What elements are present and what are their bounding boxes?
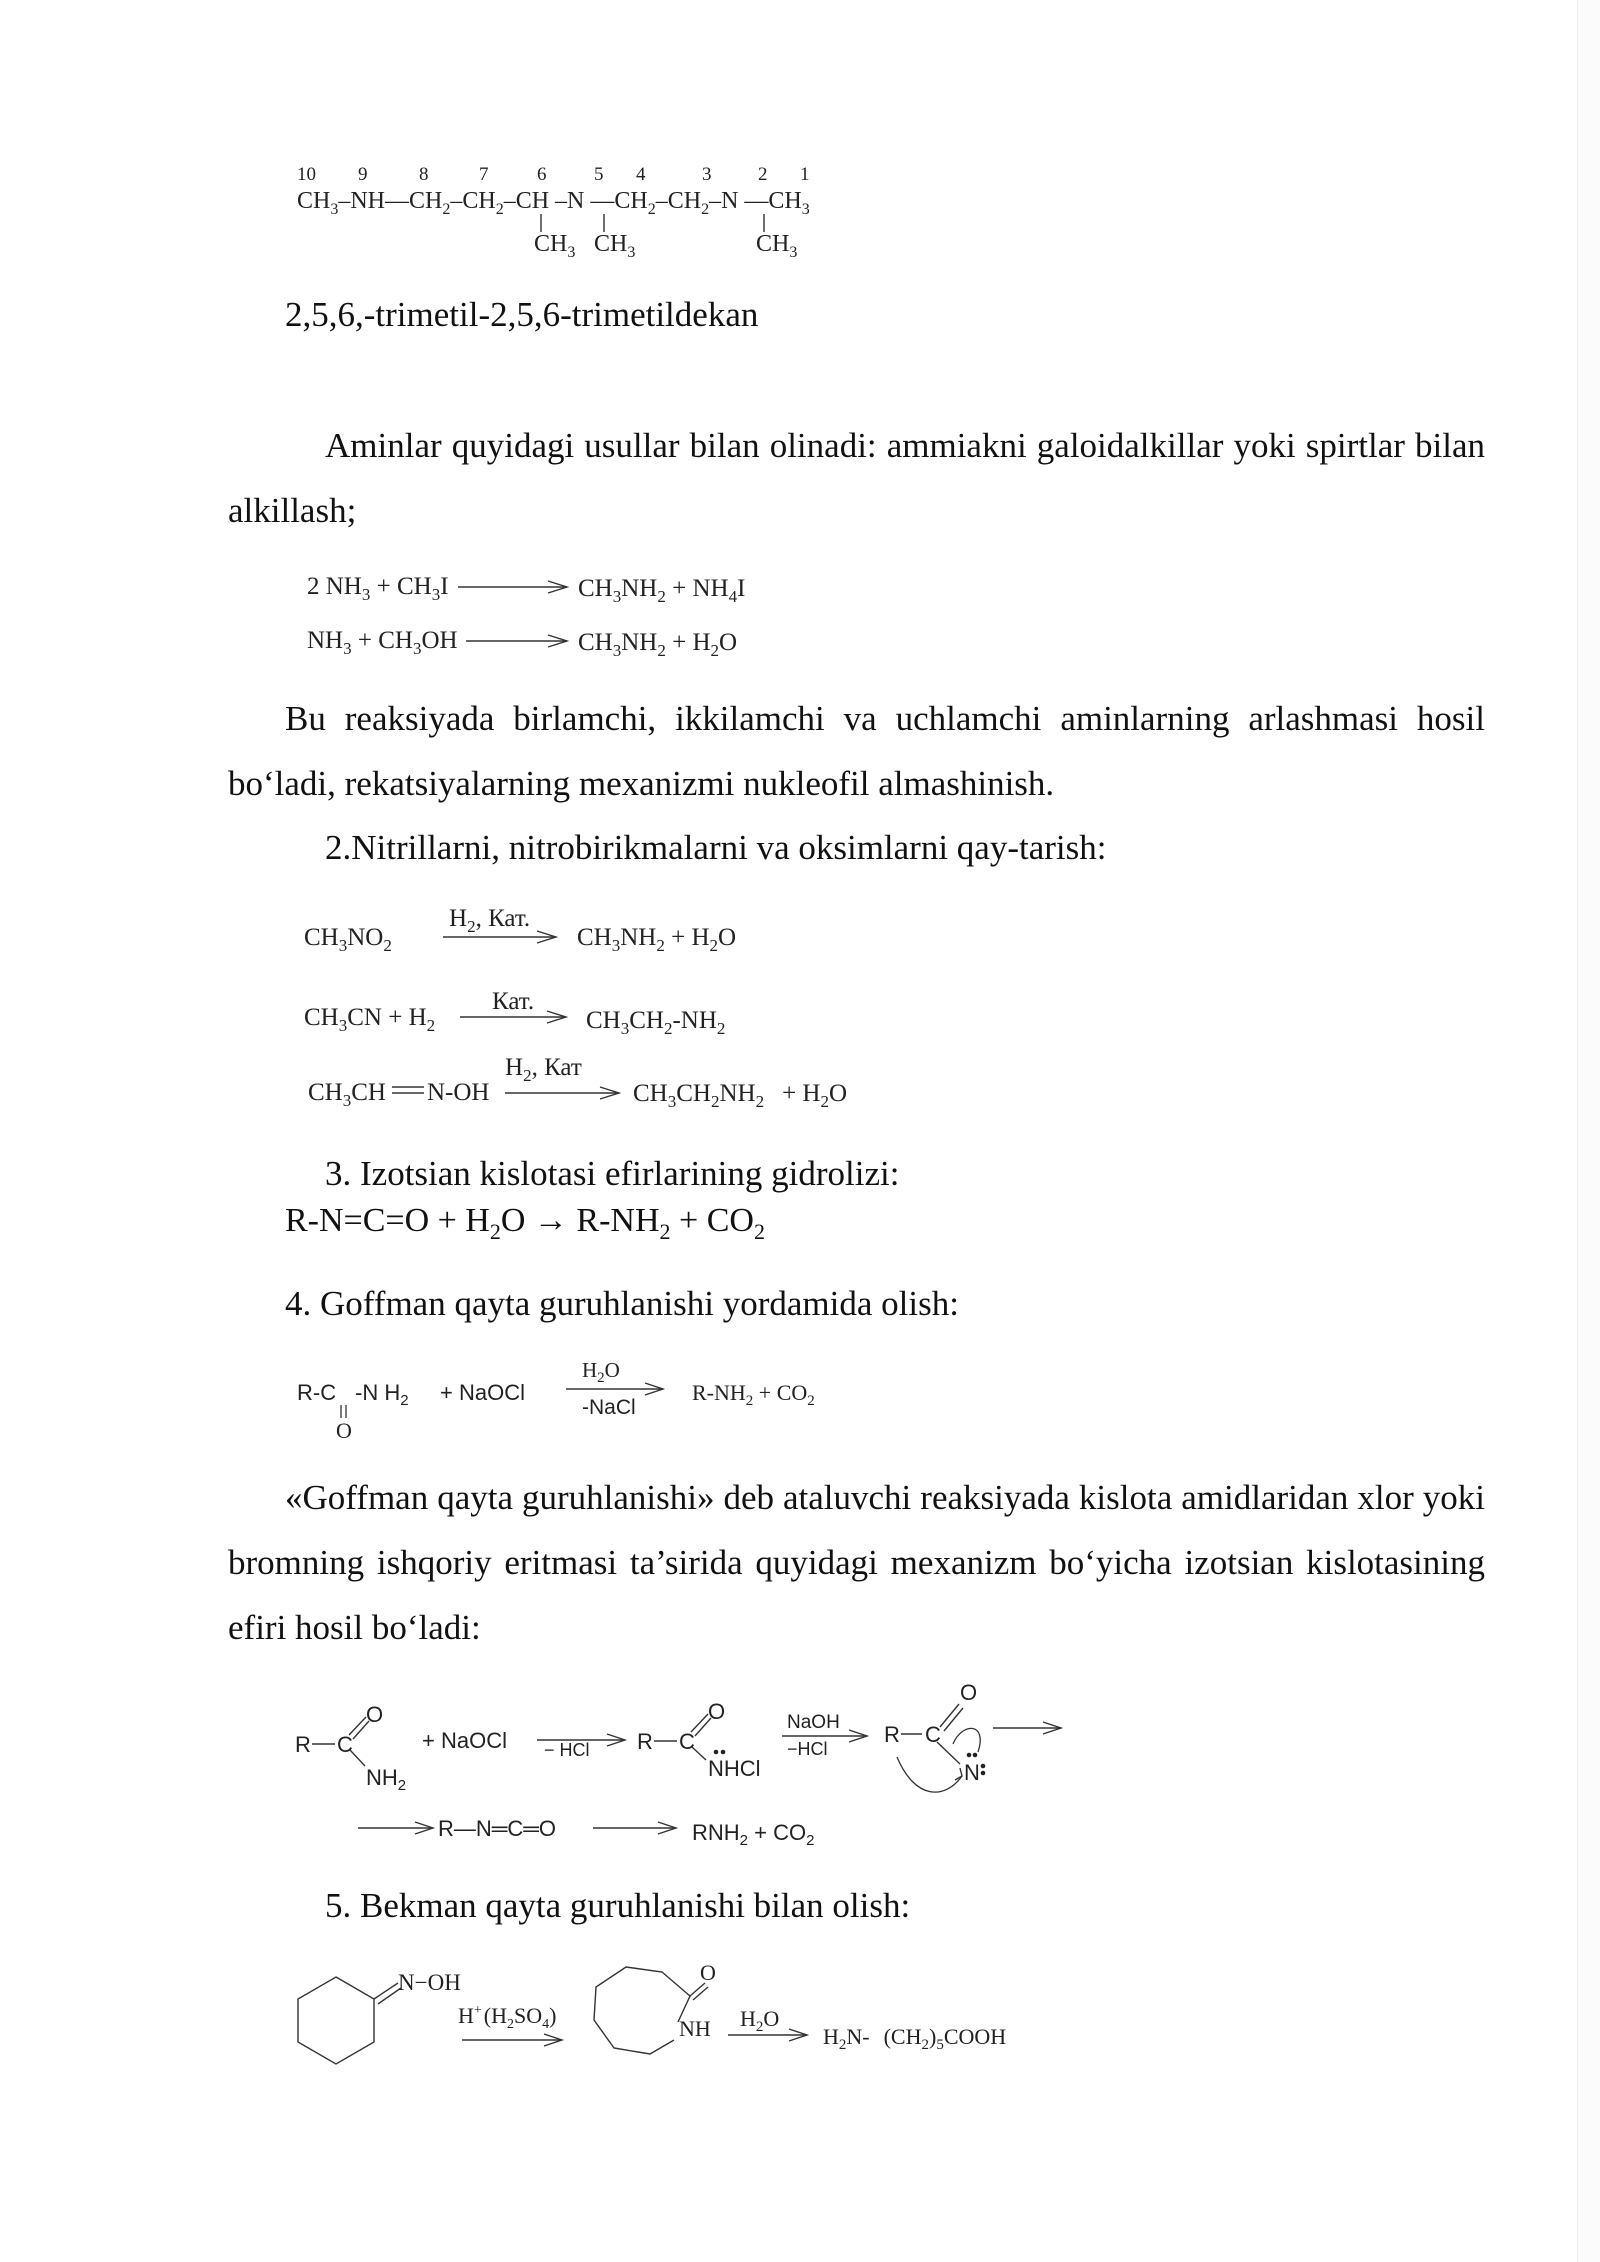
cyclohexanone-oxime-ring xyxy=(298,1977,401,2064)
amide-reactant: R-C xyxy=(297,1380,337,1405)
locant: 10 xyxy=(297,164,316,185)
paragraph-hofmann: «Goffman qayta guruhlanishi» deb ataluvchi reaksiyada kislota amidlaridan xlor yoki bromning ishqoriy eritmasi ta’sirida quyidagi mexanizm bo‘yicha izotsian kislotasining efiri hosil bo‘ladi: xyxy=(228,1478,1485,1647)
alkylation-reactions xyxy=(307,573,745,660)
svg-text:O: O xyxy=(708,1699,726,1724)
mech-c-1: C xyxy=(337,1732,353,1757)
heading-4: 4. Goffman qayta guruhlanishi yordamida olish: xyxy=(285,1284,959,1323)
nitrogen-anion: N xyxy=(964,1760,980,1785)
reaction-1-right: $CH_3NH_2 + NH_4I$ xyxy=(578,575,746,606)
beckmann-reaction xyxy=(298,1960,1006,2064)
reduction-2-right: $CH_3CH_2-NH_2$ xyxy=(586,1007,726,1038)
double-bond xyxy=(392,1087,424,1093)
locant: 8 xyxy=(419,164,429,185)
hofmann-mechanism xyxy=(295,1680,1061,1849)
final-product: $RNH_2 + CO_2$ xyxy=(692,1820,815,1849)
reduction-1-condition: $H_2$, Кат. xyxy=(449,905,531,936)
catalyst: $H^+(H_2SO_4)$ xyxy=(458,2003,557,2032)
arrow xyxy=(566,1383,663,1395)
naocl-reagent: + NaOCl xyxy=(440,1380,525,1405)
paragraph-intro: Aminlar quyidagi usullar bilan olinadi: ammiakni galoidalkillar yoki spirtlar bilan alkillash; xyxy=(228,426,1485,530)
reaction-2-left: $NH_3 + CH_3OH$ xyxy=(307,627,458,658)
reduction-1-left: $CH_3NO_2$ xyxy=(304,924,392,955)
water-label: $H_2O$ xyxy=(740,2006,780,2035)
reduction-3-right: $CH_3CH_2NH_2 + H_2O$ xyxy=(633,1080,848,1111)
arrow xyxy=(593,1822,676,1834)
arrow xyxy=(458,581,567,593)
lactam-oxygen: O xyxy=(700,1960,716,1985)
hofmann-condition-top: $H_2O$ xyxy=(582,1358,620,1386)
minus-hcl-2: −HCl xyxy=(787,1739,828,1759)
arrow xyxy=(466,635,567,647)
reduction-2-left: $CH_3CN + H_2$ xyxy=(304,1004,436,1035)
compound-name: 2,5,6,-trimetil-2,5,6-trimetildekan xyxy=(285,295,759,334)
heading-3: 3. Izotsian kislotasi efirlarining gidrolizi: xyxy=(325,1154,900,1193)
nhcl: NHCl xyxy=(708,1756,761,1781)
heading-2: 2.Nitrillarni, nitrobirikmalarni va oksimlarni qay-tarish: xyxy=(325,828,1107,867)
amide-nh2: -N $H_2$ xyxy=(355,1380,409,1409)
reaction-2-right: $CH_3NH_2 + H_2O$ xyxy=(578,629,738,660)
locant: 7 xyxy=(479,164,489,185)
heading-5: 5. Bekman qayta guruhlanishi bilan olish: xyxy=(325,1886,911,1925)
svg-text:R: R xyxy=(884,1722,900,1747)
mech-nh2: $NH_2$ xyxy=(366,1765,407,1794)
svg-text:C: C xyxy=(925,1722,941,1747)
locant: 2 xyxy=(758,164,768,185)
reduction-1-right: $CH_3NH_2 + H_2O$ xyxy=(577,924,737,955)
reaction-1-left: 2 $NH_3 + CH_3I$ xyxy=(307,573,449,604)
arrow xyxy=(505,1087,619,1099)
mech-o-1: O xyxy=(366,1702,384,1727)
svg-text:O: O xyxy=(960,1680,978,1705)
carbonyl-double-bond xyxy=(341,1405,346,1418)
aminocaproic-acid: $H_2N-$ $(CH_2)_5COOH$ xyxy=(823,2024,1007,2053)
svg-text:C: C xyxy=(679,1729,695,1754)
plus-naocl: + NaOCl xyxy=(422,1728,507,1753)
arrow xyxy=(443,931,556,943)
reduction-3-left: $CH_3CH$ xyxy=(308,1079,386,1110)
locant: 6 xyxy=(537,164,547,185)
reduction-reactions xyxy=(304,905,847,1111)
hofmann-reaction xyxy=(297,1358,815,1443)
svg-text:CH3: $CH_3$ xyxy=(756,231,798,261)
svg-text:CH3: $CH_3$ xyxy=(534,231,576,261)
svg-text:CH3: $CH_3$ xyxy=(594,231,636,261)
locant: 9 xyxy=(358,164,368,185)
reduction-3-condition: $H_2$, Кат xyxy=(505,1054,582,1085)
methyl-branches xyxy=(534,231,797,261)
oxime-group: N−OH xyxy=(398,1970,461,1995)
carbonyl-oxygen: O xyxy=(336,1418,352,1443)
hofmann-condition-bottom: -NaCl xyxy=(582,1396,636,1419)
main-chain: $CH_3-NH—CH_2-CH_2-CH$ –N $—CH_2-CH_2-N$ $—CH_3$ xyxy=(297,188,810,218)
isocyanate: R—N═C═O xyxy=(438,1816,556,1841)
minus-hcl: − HCl xyxy=(544,1740,590,1760)
naoh: NaOH xyxy=(787,1712,840,1733)
lactam-nh: NH xyxy=(679,2016,711,2041)
isocyanate-hydrolysis-equation: $R-N=C=O + H_2O \to R-NH_2 + CO_2$ xyxy=(285,1202,765,1244)
paragraph-mixture: Bu reaksiyada birlamchi, ikkilamchi va uchlamchi aminlarning arlashmasi hosil bo‘ladi, rekatsiyalarning mexanizmi nukleofil almashinish. xyxy=(228,699,1485,803)
structural-formula xyxy=(297,164,810,261)
arrow xyxy=(462,2034,562,2046)
locant: 5 xyxy=(594,164,604,185)
locant: 4 xyxy=(636,164,646,185)
svg-text:R: R xyxy=(637,1729,653,1754)
arrow xyxy=(358,1822,433,1834)
reduction-2-condition: Кат. xyxy=(492,988,535,1015)
locant: 3 xyxy=(702,164,712,185)
locant: 1 xyxy=(800,164,810,185)
reduction-3-oxime: N-OH xyxy=(427,1079,490,1106)
mech-r-1: R xyxy=(295,1732,311,1757)
hofmann-product: $R-NH_2 + CO_2$ xyxy=(692,1380,815,1409)
